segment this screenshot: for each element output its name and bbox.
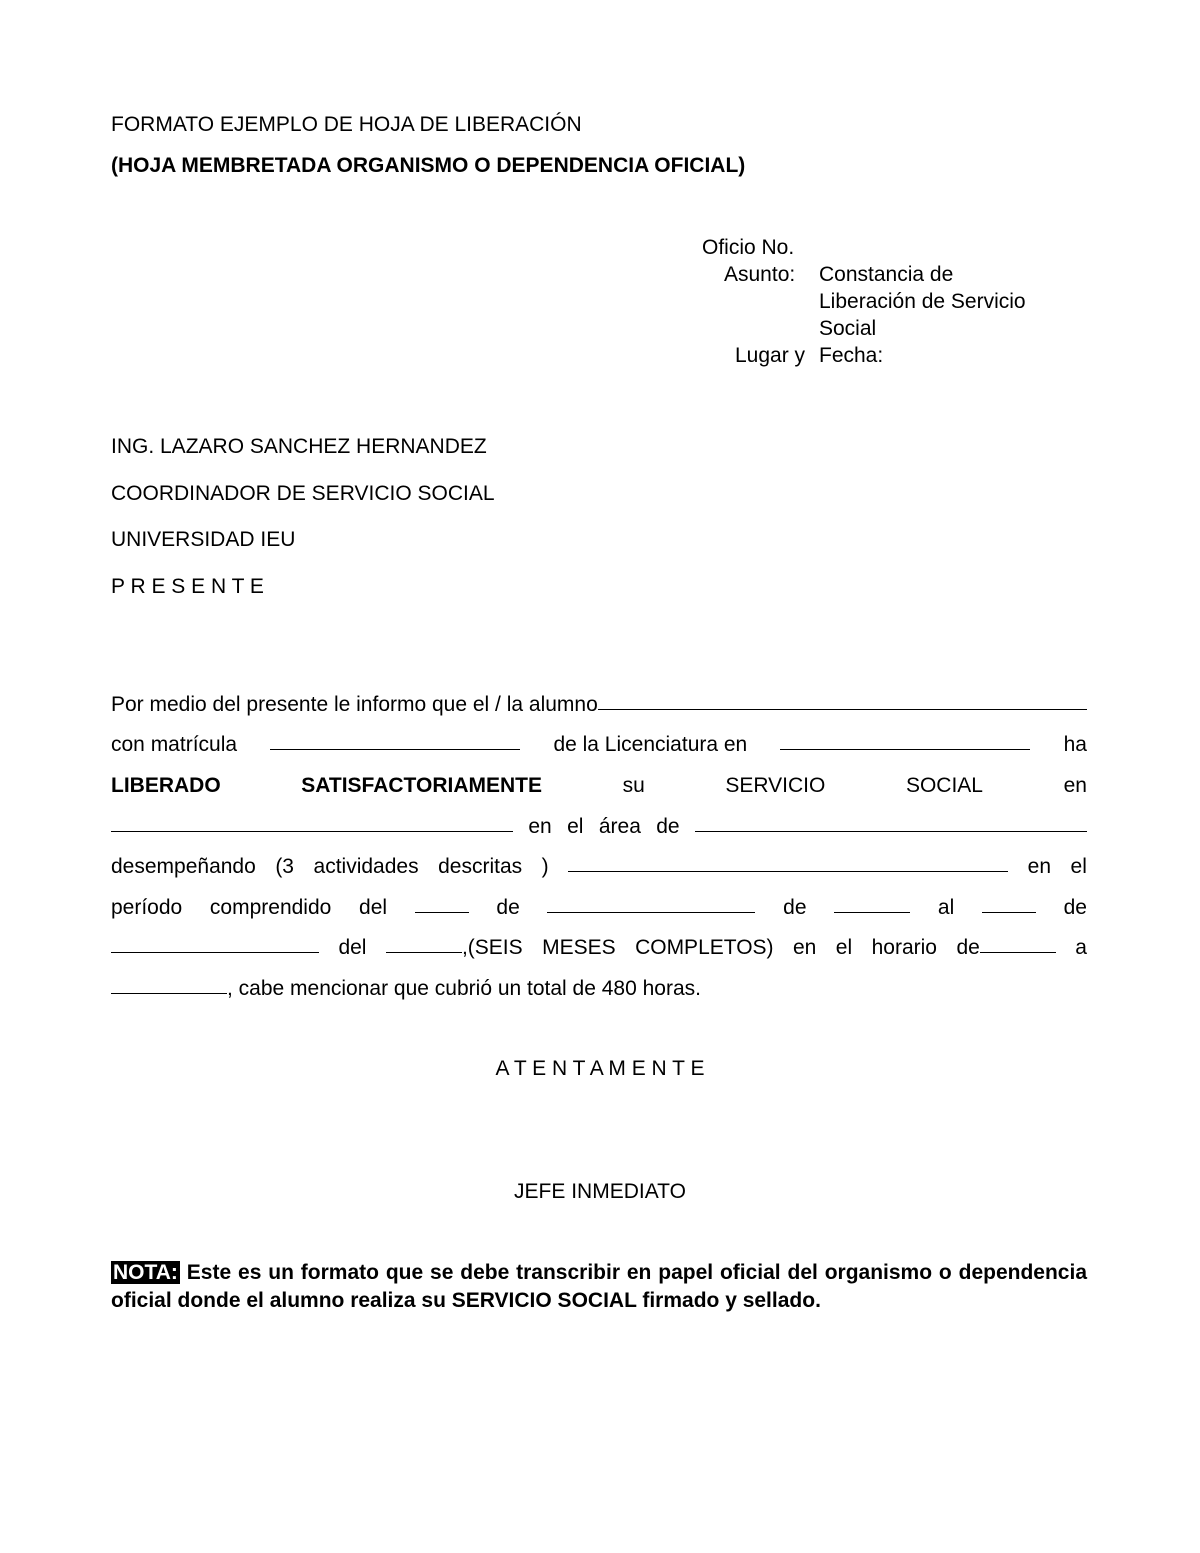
dia-inicio-blank	[415, 911, 469, 913]
asunto-value-line-3: Social	[819, 317, 877, 340]
document-title: FORMATO EJEMPLO DE HOJA DE LIBERACIÓN	[111, 113, 582, 136]
signer-label: JEFE INMEDIATO	[514, 1180, 686, 1203]
addressee-name: ING. LAZARO SANCHEZ HERNANDEZ	[111, 435, 487, 458]
atentamente-label: A T E N T A M E N T E	[495, 1057, 705, 1080]
body-line-7: del ,(SEIS MESES COMPLETOS) en el horario de a	[111, 936, 1087, 960]
alumno-blank	[598, 708, 1087, 710]
licenciatura-blank	[780, 748, 1030, 750]
addressee-institution: UNIVERSIDAD IEU	[111, 528, 296, 551]
asunto-label: Asunto:	[724, 263, 796, 286]
mes-inicio-blank	[547, 911, 755, 913]
fecha-label: Fecha:	[819, 344, 884, 367]
body-line-6: período comprendido del de de al de	[111, 896, 1087, 919]
body-line-8: , cabe mencionar que cubrió un total de 480 horas.	[111, 977, 1087, 1001]
note-label: NOTA:	[113, 1261, 178, 1284]
oficio-label: Oficio No.	[702, 236, 795, 259]
body-line-1: Por medio del presente le informo que el / la alumno	[111, 693, 1087, 717]
addressee-role: COORDINADOR DE SERVICIO SOCIAL	[111, 482, 495, 505]
anio-fin-blank	[386, 951, 462, 953]
horario-fin-blank	[111, 992, 227, 994]
dia-fin-blank	[982, 911, 1036, 913]
body-line-2: con matrícula de la Licenciatura en ha	[111, 733, 1087, 756]
presente-label: P R E S E N T E	[111, 575, 264, 598]
asunto-value-line-1: Constancia de	[819, 263, 954, 286]
matricula-blank	[270, 748, 520, 750]
mes-fin-blank	[111, 951, 319, 953]
area-blank	[695, 830, 1087, 832]
body-line-3: LIBERADO SATISFACTORIAMENTE su SERVICIO SOCIAL en	[111, 774, 1087, 797]
dependencia-blank	[111, 830, 513, 832]
note-text: Este es un formato que se debe transcribir en papel oficial del organismo o dependencia oficial donde el alumno realiza su SERVICIO SOCIAL firmado y sellado.	[111, 1261, 1087, 1312]
lugar-label: Lugar y	[735, 344, 806, 367]
asunto-value-line-2: Liberación de Servicio	[819, 290, 1026, 313]
actividades-blank	[568, 870, 1008, 872]
body-line-4: en el área de	[111, 815, 1087, 839]
note-block	[111, 1259, 1087, 1315]
horario-inicio-blank	[980, 951, 1056, 953]
anio-inicio-blank	[834, 911, 910, 913]
body-line-5: desempeñando (3 actividades descritas ) en el	[111, 855, 1087, 878]
document-subtitle: (HOJA MEMBRETADA ORGANISMO O DEPENDENCIA OFICIAL)	[111, 154, 746, 177]
